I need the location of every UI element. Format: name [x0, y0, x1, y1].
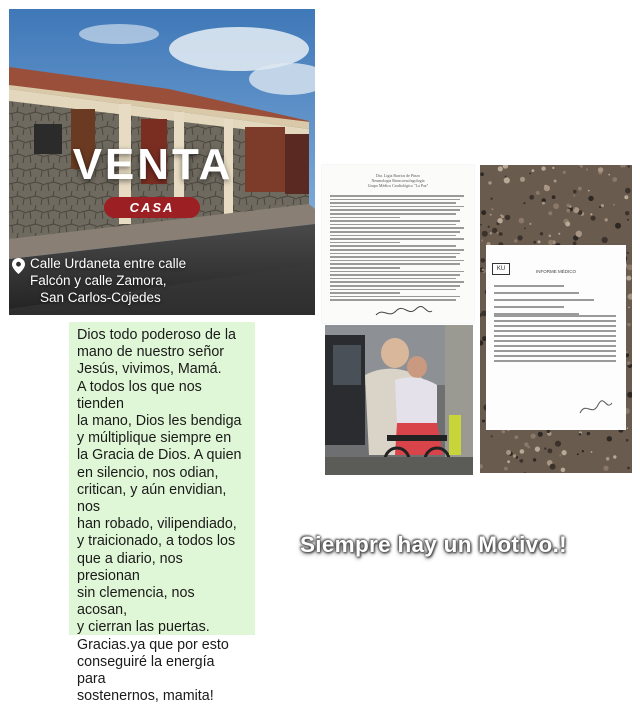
- report-text-line: [330, 289, 456, 291]
- form-text-line: [494, 325, 616, 327]
- report-text-line: [330, 202, 456, 204]
- report-specialty: Neumología Broncoesofagología: [371, 178, 425, 183]
- listing-address: [12, 255, 302, 306]
- message-line: la Gracia de Dios. A quien: [77, 447, 242, 464]
- report-text-line: [330, 217, 400, 219]
- listing-type-badge: CASA: [104, 197, 200, 218]
- form-text-line: [494, 315, 616, 317]
- signature-stamp: [374, 305, 434, 321]
- form-text-line: [494, 345, 616, 347]
- report-doctor: Dra. Ligia Barrios de Pinzo: [375, 173, 421, 178]
- message-note: [69, 322, 255, 705]
- medical-report-document: [322, 165, 474, 323]
- report-text-line: [330, 245, 456, 247]
- report-text-line: [330, 263, 460, 265]
- report-text-line: [330, 299, 456, 301]
- message-line: A todos los que nos tienden: [77, 378, 202, 412]
- message-line: sostenernos, mamita!: [77, 688, 214, 705]
- address-line: Falcón y calle Zamora,: [30, 273, 167, 288]
- form-text-line: [494, 355, 616, 357]
- message-line: en silencio, nos odian,: [77, 464, 219, 481]
- report-text-line: [330, 213, 456, 215]
- wheelchair-photo: [325, 325, 473, 475]
- report-text-line: [330, 256, 456, 258]
- message-line: Dios todo poderoso de la: [77, 327, 236, 343]
- report-form-title: INFORME MÉDICO: [536, 269, 576, 274]
- form-text-line: [494, 360, 616, 362]
- report-text-line: [330, 292, 400, 294]
- message-line: y traicionado, a todos los: [77, 533, 236, 550]
- form-text-line: [494, 292, 579, 294]
- message-line: mano de nuestro señor: [77, 344, 225, 361]
- report-header: [322, 173, 474, 188]
- clinic-logo: KU: [492, 263, 510, 275]
- report-text-line: [330, 278, 456, 280]
- report-text-line: [330, 209, 460, 211]
- form-text-line: [494, 335, 616, 337]
- report-text-line: [330, 242, 400, 244]
- report-text-line: [330, 253, 460, 255]
- message-text: [69, 322, 255, 705]
- report-text-line: [330, 199, 460, 201]
- report-text-line: [330, 195, 464, 197]
- message-line: critican, y aún envidian, nos: [77, 481, 227, 516]
- message-line: que a diario, nos presionan: [77, 550, 183, 584]
- photo-scene: [325, 325, 473, 475]
- report-text-line: [330, 238, 464, 240]
- signature-stamp: [576, 395, 616, 421]
- report-clinic: Grupo Médico Cardiológico "La Paz": [367, 183, 429, 188]
- form-text-line: [494, 330, 616, 332]
- form-text-line: [494, 285, 564, 287]
- form-text-line: [494, 340, 616, 342]
- report-text-line: [330, 267, 400, 269]
- report-text-line: [330, 285, 460, 287]
- medical-report-form: [486, 245, 626, 430]
- message-line: conseguiré la energía para: [77, 653, 215, 688]
- form-text-line: [494, 320, 616, 322]
- report-text-line: [330, 249, 464, 251]
- listing-headline: VENTA: [72, 140, 234, 189]
- form-text-line: [494, 299, 594, 301]
- message-line: Jesús, vivimos, Mamá.: [77, 361, 222, 378]
- message-line: han robado, vilipendiado,: [77, 516, 237, 533]
- report-text-line: [330, 235, 456, 237]
- address-line: San Carlos-Cojedes: [40, 290, 161, 305]
- report-text-line: [330, 231, 460, 233]
- form-text-line: [494, 350, 616, 352]
- form-text-line: [494, 306, 564, 308]
- report-text-line: [330, 271, 464, 273]
- message-line: y cierran las puertas.: [77, 619, 210, 636]
- report-text-line: [330, 206, 464, 208]
- message-line: y múltiplique siempre en: [77, 430, 232, 447]
- report-text-line: [330, 224, 456, 226]
- motto-caption: Siempre hay un Motivo.!: [300, 532, 567, 557]
- report-text-line: [330, 274, 460, 276]
- message-line: Gracias.ya que por esto: [77, 636, 229, 653]
- report-text-line: [330, 227, 464, 229]
- message-line: sin clemencia, nos acosan,: [77, 585, 195, 619]
- report-text-line: [330, 296, 460, 298]
- message-line: la mano, Dios les bendiga: [77, 413, 242, 430]
- address-line: Calle Urdaneta entre calle: [30, 256, 187, 271]
- report-text-line: [330, 281, 464, 283]
- report-text-line: [330, 220, 460, 222]
- report-text-line: [330, 260, 464, 262]
